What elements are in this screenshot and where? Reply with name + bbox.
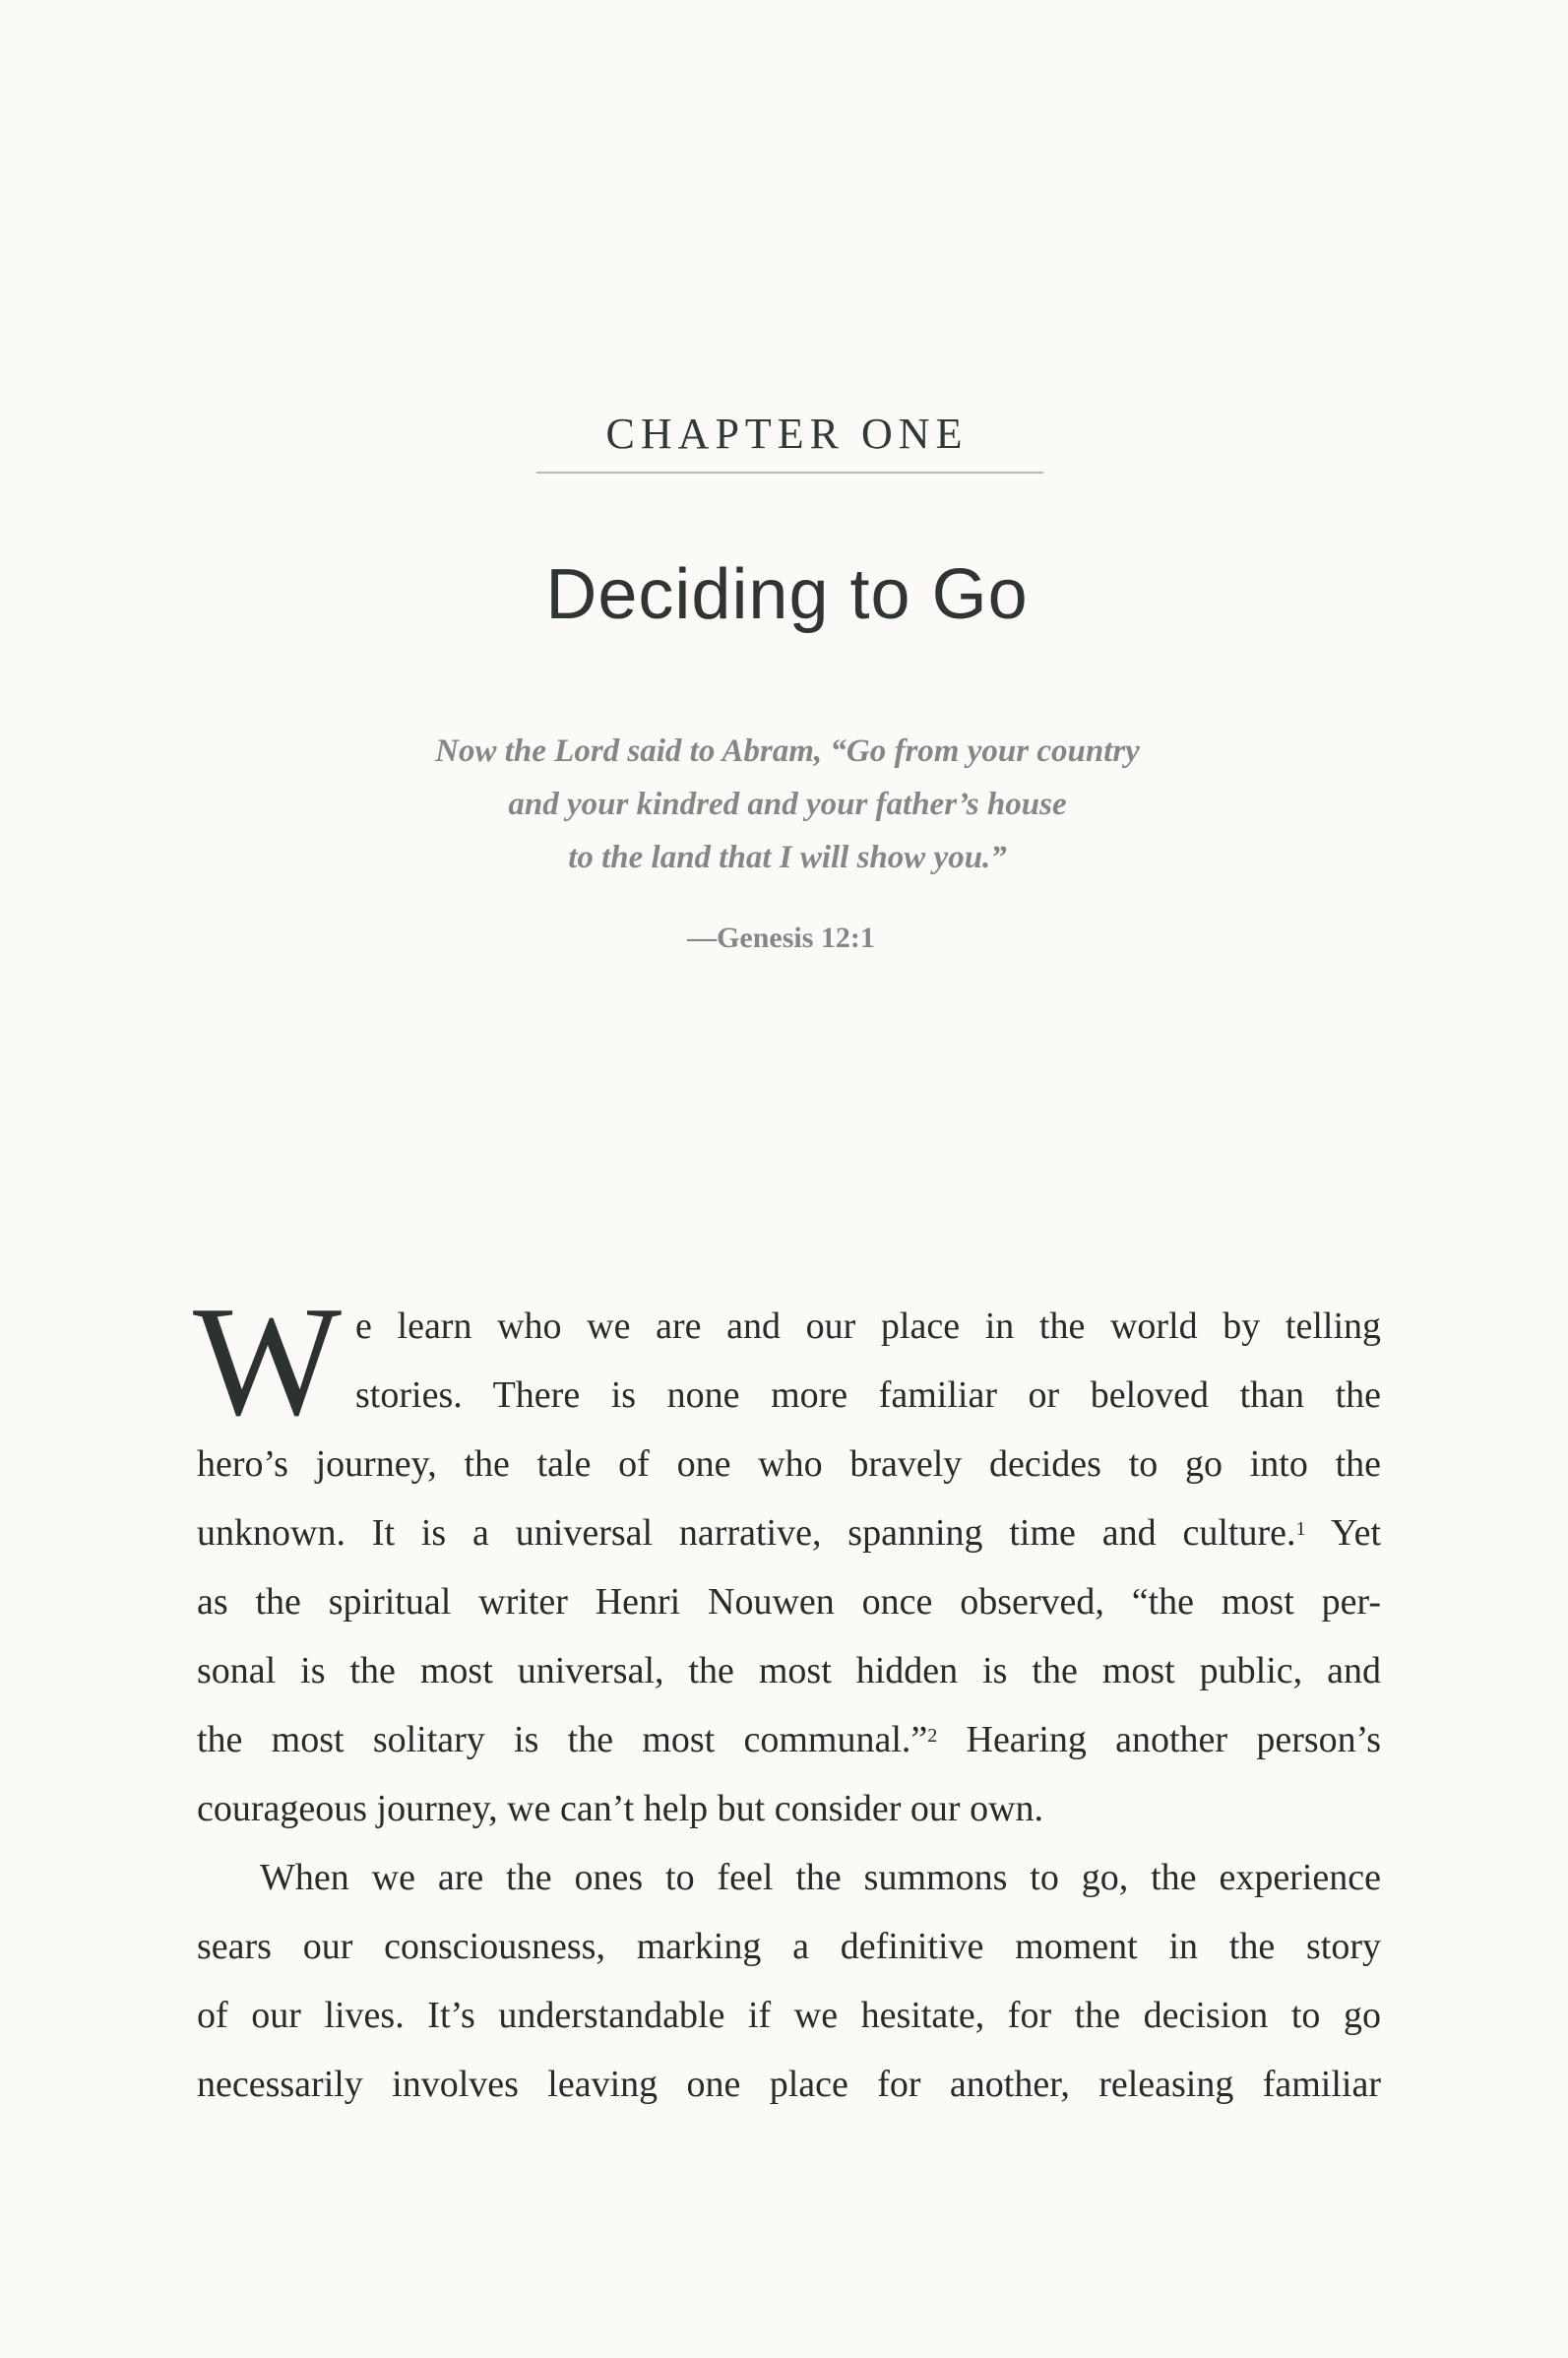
text-line: of our lives. It’s understandable if we hesitate, for the decision to go	[197, 1995, 1381, 2036]
text-line: When we are the ones to feel the summons to go, the experience	[260, 1857, 1381, 1898]
text-line: hero’s journey, the tale of one who bravely decides to go into the	[197, 1443, 1381, 1485]
epigraph	[295, 725, 1280, 884]
text-line	[197, 1705, 1381, 1774]
text-line: necessarily involves leaving one place for another, releasing familiar	[197, 2064, 1381, 2105]
text-line: as the spiritual writer Henri Nouwen once observed, “the most per-	[197, 1581, 1381, 1623]
text-line: stories. There is none more familiar or beloved than the	[355, 1374, 1381, 1416]
text-line	[197, 1498, 1381, 1567]
footnote-marker: 2	[927, 1725, 938, 1747]
body-text	[193, 1273, 1381, 2119]
epigraph-line: and your kindred and your father’s house	[508, 787, 1067, 822]
paragraph-1	[193, 1273, 1381, 1843]
chapter-title: Deciding to Go	[545, 555, 1029, 634]
footnote-marker: 1	[1295, 1518, 1306, 1540]
text-segment: unknown. It is a universal narrative, spanning time and culture.	[197, 1512, 1296, 1554]
chapter-label: CHAPTER ONE	[605, 410, 969, 458]
text-line: sonal is the most universal, the most hidden is the most public, and	[197, 1650, 1381, 1691]
epigraph-source: —Genesis 12:1	[687, 922, 875, 954]
text-line: sears our consciousness, marking a definitive moment in the story	[197, 1926, 1381, 1967]
paragraph-2	[197, 1843, 1381, 2119]
text-line: e learn who we are and our place in the world by telling	[355, 1306, 1381, 1347]
chapter-divider	[536, 472, 1043, 474]
text-segment: the most solitary is the most communal.”	[197, 1719, 928, 1760]
drop-cap: W	[193, 1273, 343, 1448]
epigraph-line: Now the Lord said to Abram, “Go from your country	[435, 733, 1140, 769]
text-segment: Yet	[1330, 1512, 1381, 1554]
text-segment: Hearing another person’s	[966, 1719, 1381, 1760]
epigraph-line: to the land that I will show you.”	[568, 840, 1007, 875]
text-line: courageous journey, we can’t help but consider our own.	[197, 1788, 1044, 1829]
